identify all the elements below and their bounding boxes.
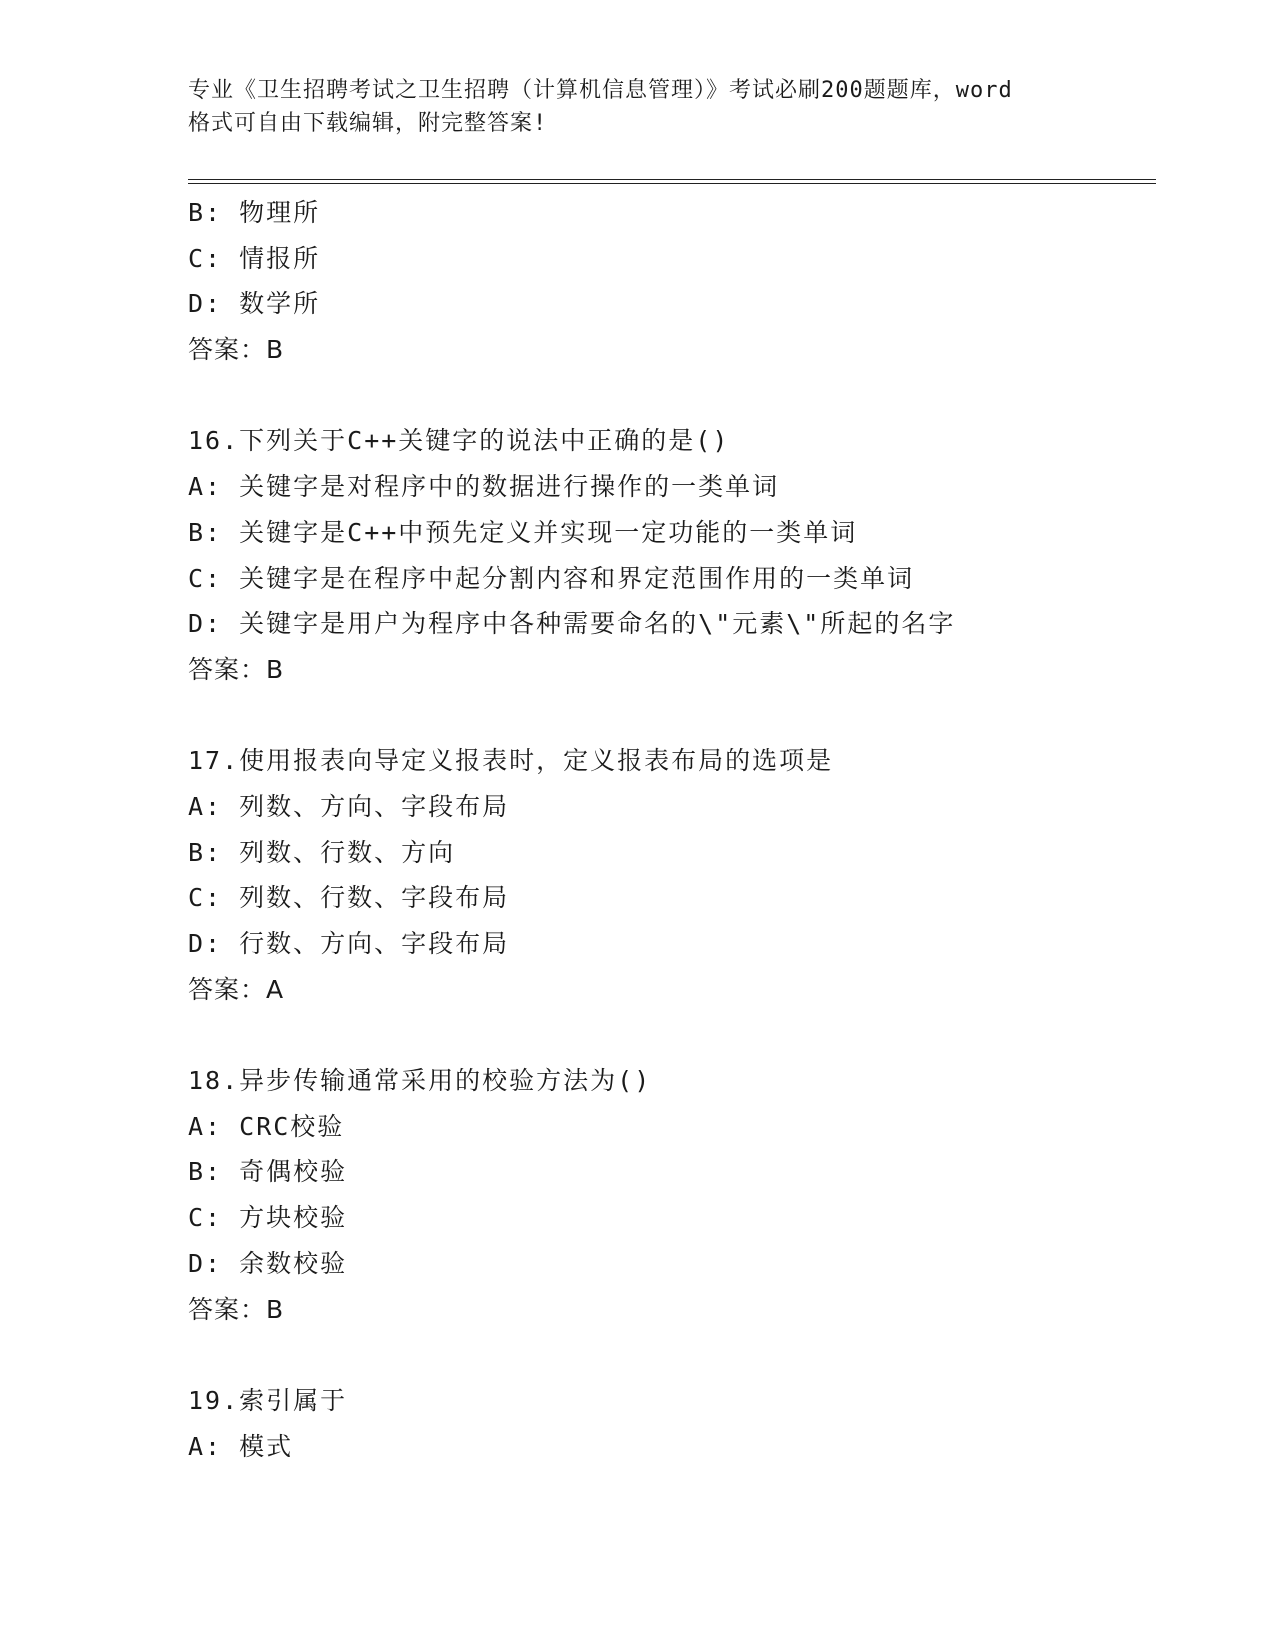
question-text: 17.使用报表向导定义报表时，定义报表布局的选项是 (188, 746, 834, 776)
answer-line: 答案：B (188, 1294, 285, 1324)
option-b: B: 奇偶校验 (188, 1157, 348, 1187)
question-block-18 (188, 1058, 1156, 1332)
option-d: D: 行数、方向、字段布局 (188, 929, 510, 958)
option-c: C: 情报所 (188, 243, 321, 273)
header-divider-top (188, 179, 1156, 180)
option-a: A: 列数、方向、字段布局 (188, 791, 510, 821)
option-d: D: 余数校验 (188, 1248, 348, 1278)
answer-line: 答案：B (188, 654, 285, 684)
question-text: 18.异步传输通常采用的校验方法为() (188, 1066, 652, 1096)
question-list (188, 190, 1156, 1469)
option-a: A: CRC校验 (188, 1111, 345, 1141)
option-d: D: 关键字是用户为程序中各种需要命名的\"元素\"所起的名字 (188, 609, 956, 639)
question-block-16 (188, 418, 1156, 692)
question-text: 16.下列关于C++关键字的说法中正确的是() (188, 426, 730, 456)
answer-line: 答案：B (188, 335, 285, 365)
answer-line: 答案：A (188, 974, 285, 1004)
option-d: D: 数学所 (188, 289, 321, 319)
option-c: C: 方块校验 (188, 1203, 348, 1233)
question-block-15 (188, 190, 1156, 373)
option-b: B: 列数、行数、方向 (188, 837, 456, 867)
option-c: C: 关键字是在程序中起分割内容和界定范围作用的一类单词 (188, 563, 915, 593)
header-divider-bottom (188, 183, 1156, 184)
option-b: B: 关键字是C++中预先定义并实现一定功能的一类单词 (188, 517, 858, 547)
document-header (188, 74, 1088, 140)
option-a: A: 关键字是对程序中的数据进行操作的一类单词 (188, 472, 780, 502)
question-block-17 (188, 738, 1156, 1012)
option-c: C: 列数、行数、字段布局 (188, 883, 510, 913)
header-line-1: 专业《卫生招聘考试之卫生招聘（计算机信息管理）》考试必刷200题题库，word (188, 78, 1013, 103)
option-b: B: 物理所 (188, 198, 321, 227)
header-line-2: 格式可自由下载编辑，附完整答案! (188, 111, 548, 136)
question-block-19 (188, 1378, 1156, 1469)
question-text: 19.索引属于 (188, 1385, 348, 1415)
option-a: A: 模式 (188, 1431, 294, 1461)
